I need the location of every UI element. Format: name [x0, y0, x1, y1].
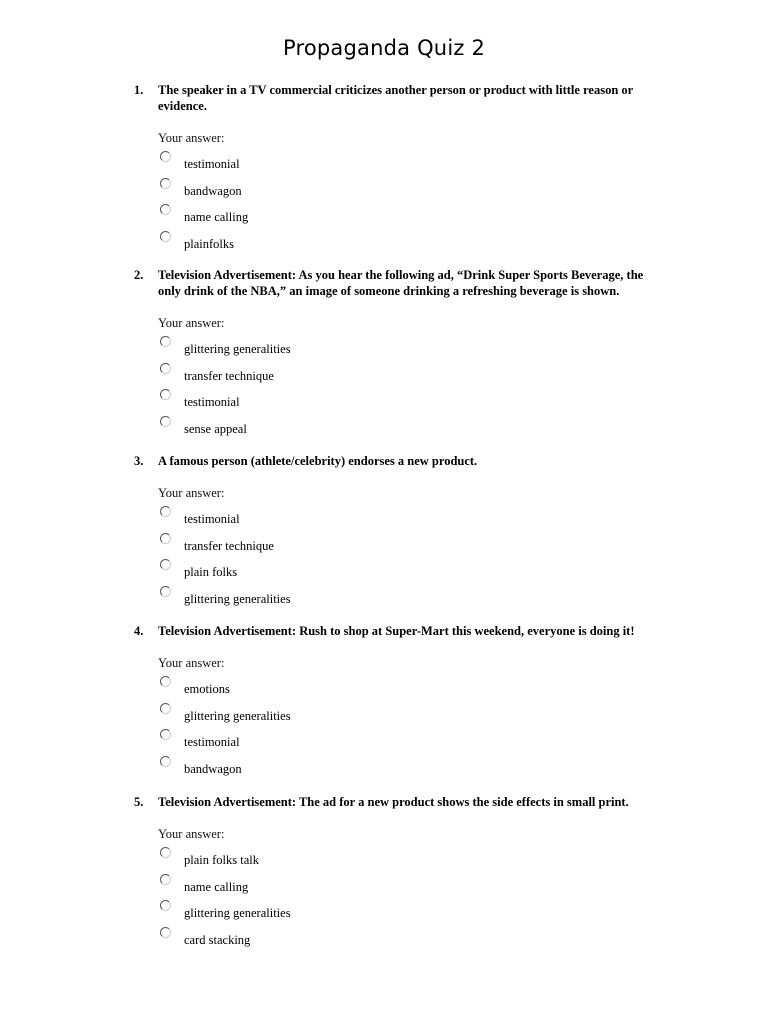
radio-button[interactable] [160, 506, 171, 517]
answer-option[interactable] [158, 923, 654, 950]
answer-option[interactable] [158, 227, 654, 254]
option-label: plain folks talk [184, 853, 259, 867]
question-number: 1. [134, 83, 144, 97]
answer-option[interactable] [158, 752, 654, 779]
answer-option[interactable] [158, 896, 654, 923]
options-list [158, 672, 654, 778]
answer-option[interactable] [158, 359, 654, 386]
option-label: glittering generalities [184, 591, 291, 606]
option-label: glittering generalities [184, 342, 291, 356]
answer-label: Your answer: [158, 131, 225, 145]
answer-option[interactable] [158, 529, 654, 556]
option-label: emotions [184, 682, 230, 696]
option-label: card stacking [184, 932, 251, 947]
answer-option[interactable] [158, 200, 654, 227]
radio-button[interactable] [160, 231, 171, 242]
radio-button[interactable] [160, 363, 171, 374]
radio-button[interactable] [160, 900, 171, 911]
option-label: transfer technique [184, 368, 274, 383]
question-1 [134, 82, 654, 253]
answer-option[interactable] [158, 672, 654, 699]
question-2 [134, 267, 654, 438]
answer-option[interactable] [158, 725, 654, 752]
question-number: 4. [134, 624, 144, 638]
page-title: Propaganda Quiz 2 [282, 36, 486, 60]
radio-button[interactable] [160, 416, 171, 427]
option-label: testimonial [184, 157, 240, 171]
option-label: plain folks [184, 565, 238, 579]
answer-option[interactable] [158, 332, 654, 359]
question-number: 5. [134, 795, 144, 809]
answer-option[interactable] [158, 699, 654, 726]
option-label: testimonial [184, 395, 240, 409]
radio-button[interactable] [160, 178, 171, 189]
question-text: Television Advertisement: As you hear the following ad, “Drink Super Sports Beverage, the only drink of the NBA,” an image of someone drinking a refreshing beverage is shown. [158, 268, 644, 298]
option-label: bandwagon [184, 183, 242, 198]
option-label: testimonial [184, 512, 240, 526]
radio-button[interactable] [160, 151, 171, 162]
option-label: glittering generalities [184, 708, 291, 723]
option-label: glittering generalities [184, 906, 291, 920]
radio-button[interactable] [160, 586, 171, 597]
question-5 [134, 794, 654, 949]
radio-button[interactable] [160, 533, 171, 544]
radio-button[interactable] [160, 336, 171, 347]
answer-option[interactable] [158, 502, 654, 529]
answer-option[interactable] [158, 582, 654, 609]
answer-label: Your answer: [158, 656, 225, 670]
options-list [158, 332, 654, 438]
radio-button[interactable] [160, 847, 171, 858]
answer-option[interactable] [158, 174, 654, 201]
question-number: 2. [134, 268, 144, 282]
option-label: transfer technique [184, 538, 274, 553]
option-label: name calling [184, 879, 249, 894]
answer-option[interactable] [158, 385, 654, 412]
answer-option[interactable] [158, 555, 654, 582]
answer-label: Your answer: [158, 827, 225, 841]
answer-option[interactable] [158, 147, 654, 174]
radio-button[interactable] [160, 927, 171, 938]
question-text: Television Advertisement: The ad for a new product shows the side effects in small print. [158, 795, 629, 809]
options-list [158, 502, 654, 608]
answer-label: Your answer: [158, 486, 225, 500]
question-text: Television Advertisement: Rush to shop at Super-Mart this weekend, everyone is doing it! [158, 624, 635, 638]
answer-label: Your answer: [158, 316, 225, 330]
option-label: sense appeal [184, 421, 247, 436]
radio-button[interactable] [160, 559, 171, 570]
answer-option[interactable] [158, 843, 654, 870]
radio-button[interactable] [160, 703, 171, 714]
option-label: plainfolks [184, 236, 234, 251]
answer-option[interactable] [158, 412, 654, 439]
option-label: testimonial [184, 735, 240, 749]
options-list [158, 843, 654, 949]
option-label: bandwagon [184, 761, 242, 776]
options-list [158, 147, 654, 253]
question-text: A famous person (athlete/celebrity) endorses a new product. [158, 454, 478, 468]
radio-button[interactable] [160, 729, 171, 740]
question-4 [134, 623, 654, 778]
radio-button[interactable] [160, 874, 171, 885]
answer-option[interactable] [158, 870, 654, 897]
radio-button[interactable] [160, 204, 171, 215]
question-number: 3. [134, 454, 144, 468]
radio-button[interactable] [160, 676, 171, 687]
question-3 [134, 453, 654, 608]
option-label: name calling [184, 210, 249, 224]
question-text: The speaker in a TV commercial criticizes another person or product with little reason or evidence. [158, 83, 633, 113]
radio-button[interactable] [160, 756, 171, 767]
radio-button[interactable] [160, 389, 171, 400]
